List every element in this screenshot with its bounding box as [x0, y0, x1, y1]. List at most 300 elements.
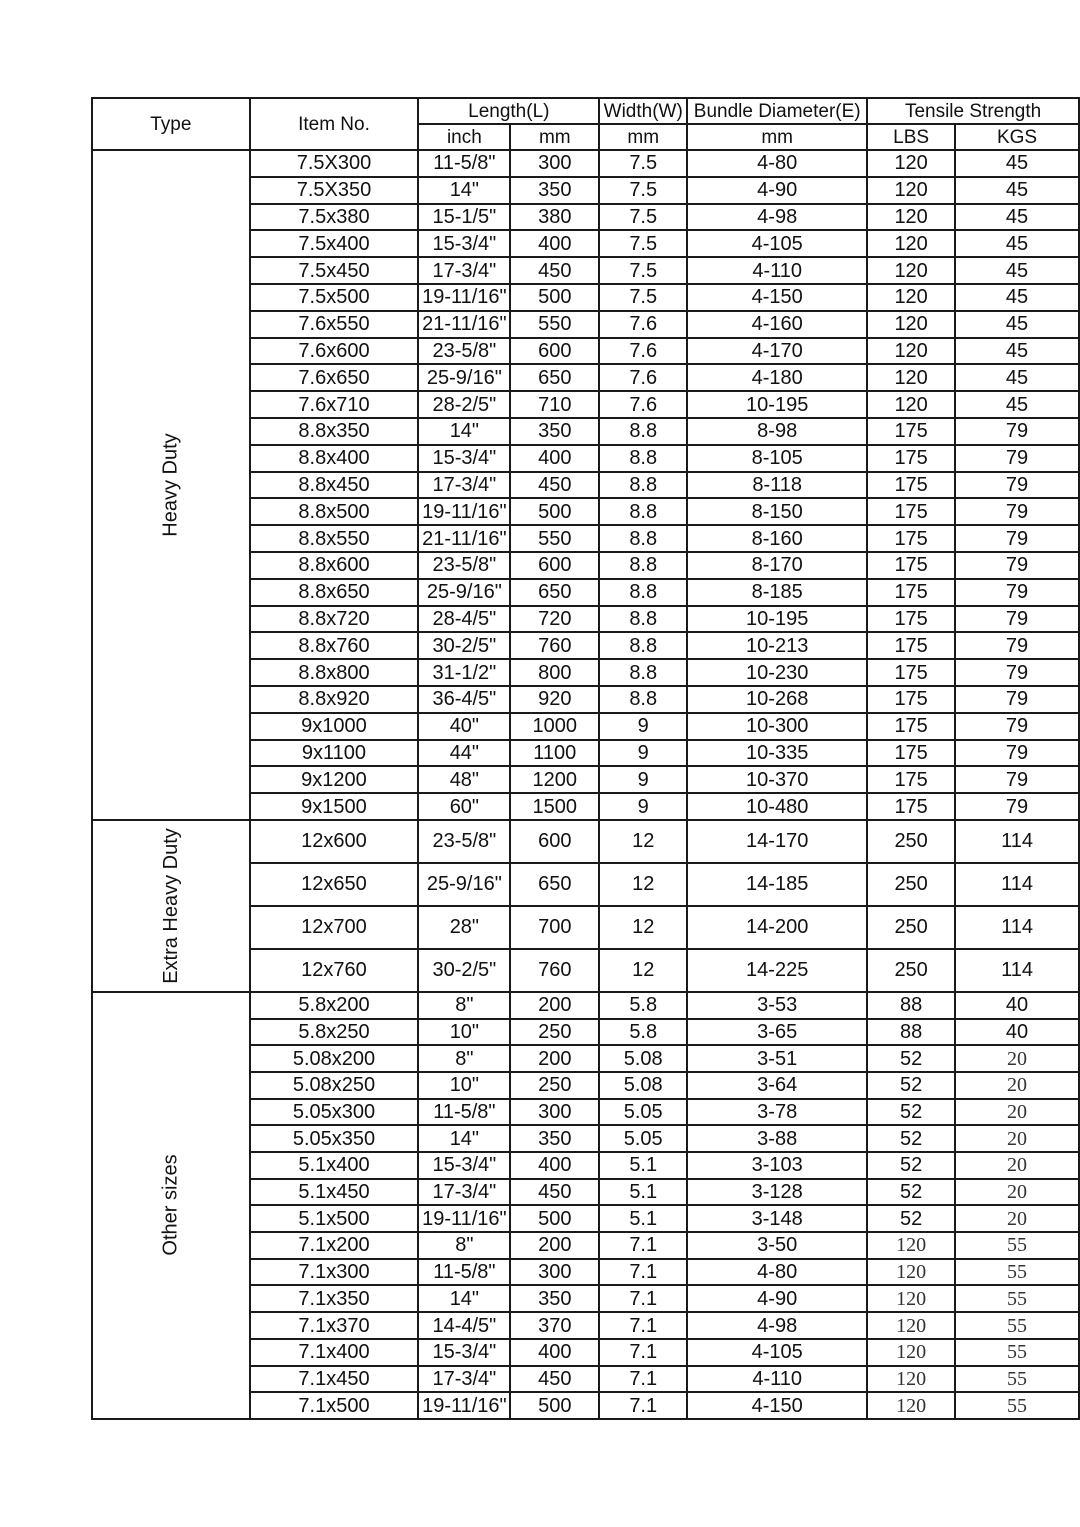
length-mm-cell: 450 [510, 1179, 599, 1206]
length-mm-cell: 380 [510, 204, 599, 231]
length-mm-cell: 650 [510, 579, 599, 606]
tensile-kgs-cell: 55 [955, 1339, 1079, 1366]
length-mm-cell: 500 [510, 1392, 599, 1419]
length-inch-cell: 11-5/8" [418, 150, 510, 177]
tensile-kgs-cell: 45 [955, 204, 1079, 231]
tensile-kgs-cell: 79 [955, 766, 1079, 793]
width-mm-cell: 7.5 [599, 257, 687, 284]
item-no-cell: 12x650 [250, 863, 419, 906]
bundle-diameter-cell: 4-90 [687, 1285, 867, 1312]
tensile-lbs-cell: 120 [867, 1366, 955, 1393]
length-inch-cell: 15-3/4" [418, 445, 510, 472]
tensile-kgs-cell: 55 [955, 1312, 1079, 1339]
width-mm-cell: 5.1 [599, 1179, 687, 1206]
width-mm-cell: 5.05 [599, 1099, 687, 1126]
length-inch-cell: 14" [418, 177, 510, 204]
width-mm-cell: 8.8 [599, 418, 687, 445]
item-no-cell: 5.08x250 [250, 1072, 419, 1099]
tensile-kgs-cell: 55 [955, 1232, 1079, 1259]
width-mm-cell: 5.1 [599, 1205, 687, 1232]
item-no-cell: 5.08x200 [250, 1045, 419, 1072]
bundle-diameter-cell: 4-80 [687, 1259, 867, 1286]
width-mm-cell: 5.1 [599, 1152, 687, 1179]
bundle-diameter-cell: 4-90 [687, 177, 867, 204]
width-mm-cell: 8.8 [599, 606, 687, 633]
tensile-kgs-cell: 79 [955, 472, 1079, 499]
item-no-cell: 7.6x650 [250, 364, 419, 391]
width-mm-cell: 7.1 [599, 1259, 687, 1286]
bundle-diameter-cell: 10-335 [687, 740, 867, 767]
bundle-diameter-cell: 8-185 [687, 579, 867, 606]
header-length-mm: mm [510, 124, 599, 150]
length-inch-cell: 25-9/16" [418, 579, 510, 606]
length-inch-cell: 19-11/16" [418, 498, 510, 525]
tensile-kgs-cell: 55 [955, 1392, 1079, 1419]
width-mm-cell: 8.8 [599, 472, 687, 499]
tensile-lbs-cell: 120 [867, 1339, 955, 1366]
bundle-diameter-cell: 14-225 [687, 949, 867, 992]
bundle-diameter-cell: 4-110 [687, 1366, 867, 1393]
item-no-cell: 9x1100 [250, 740, 419, 767]
type-label: Extra Heavy Duty [159, 828, 182, 984]
tensile-lbs-cell: 52 [867, 1099, 955, 1126]
length-inch-cell: 28-2/5" [418, 391, 510, 418]
tensile-kgs-cell: 79 [955, 606, 1079, 633]
bundle-diameter-cell: 8-150 [687, 498, 867, 525]
tensile-lbs-cell: 120 [867, 150, 955, 177]
length-inch-cell: 15-1/5" [418, 204, 510, 231]
item-no-cell: 7.1x450 [250, 1366, 419, 1393]
length-inch-cell: 15-3/4" [418, 230, 510, 257]
length-inch-cell: 11-5/8" [418, 1259, 510, 1286]
length-inch-cell: 19-11/16" [418, 1392, 510, 1419]
length-mm-cell: 250 [510, 1019, 599, 1046]
width-mm-cell: 5.05 [599, 1125, 687, 1152]
length-inch-cell: 8" [418, 1045, 510, 1072]
tensile-kgs-cell: 79 [955, 525, 1079, 552]
length-inch-cell: 21-11/16" [418, 311, 510, 338]
bundle-diameter-cell: 14-200 [687, 906, 867, 949]
width-mm-cell: 8.8 [599, 525, 687, 552]
length-inch-cell: 19-11/16" [418, 1205, 510, 1232]
table-body [92, 150, 1079, 1419]
width-mm-cell: 9 [599, 740, 687, 767]
item-no-cell: 7.1x500 [250, 1392, 419, 1419]
length-mm-cell: 200 [510, 1045, 599, 1072]
width-mm-cell: 8.8 [599, 498, 687, 525]
bundle-diameter-cell: 8-160 [687, 525, 867, 552]
spec-table-container [91, 97, 1080, 1420]
tensile-kgs-cell: 45 [955, 338, 1079, 365]
tensile-lbs-cell: 120 [867, 338, 955, 365]
width-mm-cell: 7.1 [599, 1392, 687, 1419]
length-inch-cell: 60" [418, 793, 510, 820]
item-no-cell: 7.5x500 [250, 284, 419, 311]
width-mm-cell: 7.5 [599, 177, 687, 204]
item-no-cell: 8.8x400 [250, 445, 419, 472]
group-extra-heavy-duty-label-cell [92, 820, 250, 992]
bundle-diameter-cell: 3-51 [687, 1045, 867, 1072]
bundle-diameter-cell: 4-110 [687, 257, 867, 284]
item-no-cell: 8.8x600 [250, 552, 419, 579]
item-no-cell: 5.1x450 [250, 1179, 419, 1206]
width-mm-cell: 7.5 [599, 204, 687, 231]
width-mm-cell: 12 [599, 863, 687, 906]
tensile-kgs-cell: 20 [955, 1099, 1079, 1126]
item-no-cell: 7.6x550 [250, 311, 419, 338]
cable-tie-spec-table [91, 97, 1080, 1420]
tensile-lbs-cell: 250 [867, 863, 955, 906]
tensile-lbs-cell: 52 [867, 1125, 955, 1152]
length-mm-cell: 1500 [510, 793, 599, 820]
bundle-diameter-cell: 3-53 [687, 992, 867, 1019]
bundle-diameter-cell: 4-80 [687, 150, 867, 177]
tensile-kgs-cell: 45 [955, 177, 1079, 204]
length-mm-cell: 350 [510, 177, 599, 204]
tensile-lbs-cell: 175 [867, 659, 955, 686]
tensile-lbs-cell: 175 [867, 632, 955, 659]
tensile-kgs-cell: 20 [955, 1072, 1079, 1099]
tensile-kgs-cell: 55 [955, 1259, 1079, 1286]
header-tensile-strength: Tensile Strength [867, 98, 1079, 124]
width-mm-cell: 8.8 [599, 659, 687, 686]
length-inch-cell: 17-3/4" [418, 472, 510, 499]
tensile-lbs-cell: 120 [867, 1259, 955, 1286]
tensile-kgs-cell: 20 [955, 1152, 1079, 1179]
tensile-lbs-cell: 250 [867, 949, 955, 992]
length-mm-cell: 500 [510, 1205, 599, 1232]
tensile-lbs-cell: 175 [867, 713, 955, 740]
length-mm-cell: 600 [510, 552, 599, 579]
item-no-cell: 8.8x920 [250, 686, 419, 713]
item-no-cell: 9x1000 [250, 713, 419, 740]
tensile-kgs-cell: 45 [955, 284, 1079, 311]
tensile-kgs-cell: 20 [955, 1205, 1079, 1232]
length-inch-cell: 8" [418, 1232, 510, 1259]
length-inch-cell: 31-1/2" [418, 659, 510, 686]
item-no-cell: 8.8x350 [250, 418, 419, 445]
item-no-cell: 7.5x380 [250, 204, 419, 231]
item-no-cell: 12x760 [250, 949, 419, 992]
length-mm-cell: 450 [510, 257, 599, 284]
length-inch-cell: 14-4/5" [418, 1312, 510, 1339]
length-mm-cell: 1000 [510, 713, 599, 740]
length-mm-cell: 350 [510, 1285, 599, 1312]
length-mm-cell: 600 [510, 820, 599, 863]
tensile-lbs-cell: 120 [867, 230, 955, 257]
length-inch-cell: 30-2/5" [418, 949, 510, 992]
header-bundle-diameter: Bundle Diameter(E) [687, 98, 867, 124]
bundle-diameter-cell: 10-213 [687, 632, 867, 659]
length-mm-cell: 200 [510, 992, 599, 1019]
tensile-lbs-cell: 120 [867, 284, 955, 311]
length-mm-cell: 350 [510, 1125, 599, 1152]
length-mm-cell: 300 [510, 1259, 599, 1286]
tensile-lbs-cell: 120 [867, 311, 955, 338]
bundle-diameter-cell: 4-98 [687, 204, 867, 231]
length-mm-cell: 450 [510, 472, 599, 499]
length-inch-cell: 23-5/8" [418, 552, 510, 579]
tensile-kgs-cell: 40 [955, 992, 1079, 1019]
length-mm-cell: 500 [510, 284, 599, 311]
length-mm-cell: 250 [510, 1072, 599, 1099]
item-no-cell: 7.5x450 [250, 257, 419, 284]
tensile-lbs-cell: 175 [867, 579, 955, 606]
tensile-lbs-cell: 175 [867, 525, 955, 552]
length-inch-cell: 48" [418, 766, 510, 793]
tensile-kgs-cell: 79 [955, 740, 1079, 767]
header-width: Width(W) [599, 98, 687, 124]
tensile-lbs-cell: 88 [867, 1019, 955, 1046]
bundle-diameter-cell: 4-180 [687, 364, 867, 391]
tensile-lbs-cell: 120 [867, 257, 955, 284]
length-inch-cell: 17-3/4" [418, 257, 510, 284]
bundle-diameter-cell: 10-268 [687, 686, 867, 713]
length-mm-cell: 370 [510, 1312, 599, 1339]
tensile-lbs-cell: 250 [867, 820, 955, 863]
table-row [92, 150, 1079, 177]
tensile-lbs-cell: 175 [867, 740, 955, 767]
tensile-lbs-cell: 175 [867, 472, 955, 499]
tensile-kgs-cell: 79 [955, 552, 1079, 579]
tensile-kgs-cell: 79 [955, 579, 1079, 606]
length-mm-cell: 500 [510, 498, 599, 525]
tensile-lbs-cell: 120 [867, 1285, 955, 1312]
tensile-lbs-cell: 175 [867, 686, 955, 713]
bundle-diameter-cell: 8-98 [687, 418, 867, 445]
type-label: Heavy Duty [159, 433, 182, 537]
tensile-kgs-cell: 55 [955, 1366, 1079, 1393]
bundle-diameter-cell: 10-480 [687, 793, 867, 820]
length-inch-cell: 14" [418, 418, 510, 445]
length-mm-cell: 1200 [510, 766, 599, 793]
tensile-lbs-cell: 175 [867, 418, 955, 445]
table-row [92, 820, 1079, 863]
bundle-diameter-cell: 4-105 [687, 230, 867, 257]
length-inch-cell: 28" [418, 906, 510, 949]
tensile-lbs-cell: 120 [867, 1232, 955, 1259]
tensile-kgs-cell: 45 [955, 311, 1079, 338]
length-inch-cell: 25-9/16" [418, 364, 510, 391]
tensile-kgs-cell: 45 [955, 364, 1079, 391]
length-mm-cell: 710 [510, 391, 599, 418]
item-no-cell: 8.8x500 [250, 498, 419, 525]
length-inch-cell: 17-3/4" [418, 1366, 510, 1393]
tensile-lbs-cell: 52 [867, 1045, 955, 1072]
tensile-lbs-cell: 175 [867, 445, 955, 472]
length-mm-cell: 550 [510, 525, 599, 552]
width-mm-cell: 8.8 [599, 552, 687, 579]
length-inch-cell: 10" [418, 1072, 510, 1099]
bundle-diameter-cell: 4-105 [687, 1339, 867, 1366]
item-no-cell: 5.8x250 [250, 1019, 419, 1046]
length-mm-cell: 1100 [510, 740, 599, 767]
tensile-lbs-cell: 52 [867, 1179, 955, 1206]
item-no-cell: 7.5X350 [250, 177, 419, 204]
bundle-diameter-cell: 3-148 [687, 1205, 867, 1232]
tensile-kgs-cell: 79 [955, 659, 1079, 686]
bundle-diameter-cell: 4-150 [687, 1392, 867, 1419]
item-no-cell: 7.6x710 [250, 391, 419, 418]
item-no-cell: 12x600 [250, 820, 419, 863]
length-mm-cell: 200 [510, 1232, 599, 1259]
length-mm-cell: 700 [510, 906, 599, 949]
length-mm-cell: 400 [510, 230, 599, 257]
header-type: Type [92, 98, 250, 150]
width-mm-cell: 7.1 [599, 1366, 687, 1393]
width-mm-cell: 8.8 [599, 579, 687, 606]
tensile-kgs-cell: 114 [955, 949, 1079, 992]
tensile-kgs-cell: 79 [955, 793, 1079, 820]
item-no-cell: 7.1x370 [250, 1312, 419, 1339]
bundle-diameter-cell: 4-160 [687, 311, 867, 338]
item-no-cell: 7.5x400 [250, 230, 419, 257]
tensile-kgs-cell: 40 [955, 1019, 1079, 1046]
width-mm-cell: 5.8 [599, 992, 687, 1019]
width-mm-cell: 7.1 [599, 1312, 687, 1339]
length-inch-cell: 28-4/5" [418, 606, 510, 633]
tensile-kgs-cell: 20 [955, 1179, 1079, 1206]
header-length-inch: inch [418, 124, 510, 150]
tensile-lbs-cell: 88 [867, 992, 955, 1019]
width-mm-cell: 12 [599, 906, 687, 949]
width-mm-cell: 12 [599, 949, 687, 992]
tensile-kgs-cell: 79 [955, 418, 1079, 445]
table-row [92, 992, 1079, 1019]
length-mm-cell: 300 [510, 1099, 599, 1126]
bundle-diameter-cell: 8-170 [687, 552, 867, 579]
tensile-lbs-cell: 120 [867, 364, 955, 391]
tensile-kgs-cell: 45 [955, 257, 1079, 284]
bundle-diameter-cell: 10-195 [687, 606, 867, 633]
length-mm-cell: 300 [510, 150, 599, 177]
item-no-cell: 7.5X300 [250, 150, 419, 177]
tensile-kgs-cell: 20 [955, 1125, 1079, 1152]
width-mm-cell: 9 [599, 713, 687, 740]
width-mm-cell: 5.8 [599, 1019, 687, 1046]
bundle-diameter-cell: 8-105 [687, 445, 867, 472]
length-inch-cell: 23-5/8" [418, 338, 510, 365]
tensile-kgs-cell: 45 [955, 391, 1079, 418]
header-kgs: KGS [955, 124, 1079, 150]
length-mm-cell: 760 [510, 949, 599, 992]
header-length: Length(L) [418, 98, 599, 124]
tensile-kgs-cell: 45 [955, 150, 1079, 177]
tensile-lbs-cell: 250 [867, 906, 955, 949]
tensile-kgs-cell: 79 [955, 445, 1079, 472]
item-no-cell: 8.8x650 [250, 579, 419, 606]
header-item-no: Item No. [250, 98, 419, 150]
width-mm-cell: 8.8 [599, 632, 687, 659]
width-mm-cell: 7.6 [599, 364, 687, 391]
length-mm-cell: 400 [510, 1339, 599, 1366]
length-inch-cell: 17-3/4" [418, 1179, 510, 1206]
length-mm-cell: 650 [510, 863, 599, 906]
length-mm-cell: 600 [510, 338, 599, 365]
width-mm-cell: 7.5 [599, 150, 687, 177]
tensile-lbs-cell: 175 [867, 793, 955, 820]
item-no-cell: 5.05x350 [250, 1125, 419, 1152]
length-inch-cell: 8" [418, 992, 510, 1019]
tensile-lbs-cell: 52 [867, 1072, 955, 1099]
item-no-cell: 5.1x400 [250, 1152, 419, 1179]
length-mm-cell: 720 [510, 606, 599, 633]
tensile-kgs-cell: 114 [955, 863, 1079, 906]
item-no-cell: 5.8x200 [250, 992, 419, 1019]
width-mm-cell: 7.5 [599, 284, 687, 311]
bundle-diameter-cell: 3-103 [687, 1152, 867, 1179]
length-inch-cell: 10" [418, 1019, 510, 1046]
tensile-lbs-cell: 120 [867, 391, 955, 418]
tensile-lbs-cell: 120 [867, 1392, 955, 1419]
type-label: Other sizes [159, 1154, 182, 1256]
tensile-lbs-cell: 175 [867, 606, 955, 633]
tensile-lbs-cell: 120 [867, 1312, 955, 1339]
tensile-lbs-cell: 120 [867, 204, 955, 231]
tensile-kgs-cell: 45 [955, 230, 1079, 257]
tensile-kgs-cell: 55 [955, 1285, 1079, 1312]
group-other-sizes-label-cell [92, 992, 250, 1419]
group-heavy-duty-label-cell [92, 150, 250, 820]
bundle-diameter-cell: 10-230 [687, 659, 867, 686]
bundle-diameter-cell: 3-65 [687, 1019, 867, 1046]
width-mm-cell: 5.08 [599, 1072, 687, 1099]
item-no-cell: 7.1x300 [250, 1259, 419, 1286]
length-inch-cell: 19-11/16" [418, 284, 510, 311]
width-mm-cell: 12 [599, 820, 687, 863]
length-inch-cell: 36-4/5" [418, 686, 510, 713]
length-inch-cell: 25-9/16" [418, 863, 510, 906]
item-no-cell: 8.8x720 [250, 606, 419, 633]
length-mm-cell: 550 [510, 311, 599, 338]
bundle-diameter-cell: 3-50 [687, 1232, 867, 1259]
item-no-cell: 9x1500 [250, 793, 419, 820]
bundle-diameter-cell: 14-170 [687, 820, 867, 863]
width-mm-cell: 7.5 [599, 230, 687, 257]
length-inch-cell: 15-3/4" [418, 1152, 510, 1179]
item-no-cell: 8.8x550 [250, 525, 419, 552]
width-mm-cell: 7.6 [599, 391, 687, 418]
tensile-kgs-cell: 114 [955, 906, 1079, 949]
length-mm-cell: 650 [510, 364, 599, 391]
header-bundle-mm: mm [687, 124, 867, 150]
length-mm-cell: 760 [510, 632, 599, 659]
item-no-cell: 7.1x200 [250, 1232, 419, 1259]
length-mm-cell: 920 [510, 686, 599, 713]
length-mm-cell: 400 [510, 445, 599, 472]
width-mm-cell: 7.6 [599, 311, 687, 338]
width-mm-cell: 8.8 [599, 686, 687, 713]
tensile-lbs-cell: 175 [867, 766, 955, 793]
length-inch-cell: 11-5/8" [418, 1099, 510, 1126]
length-inch-cell: 30-2/5" [418, 632, 510, 659]
width-mm-cell: 5.08 [599, 1045, 687, 1072]
header-width-mm: mm [599, 124, 687, 150]
tensile-lbs-cell: 52 [867, 1152, 955, 1179]
tensile-kgs-cell: 79 [955, 632, 1079, 659]
bundle-diameter-cell: 14-185 [687, 863, 867, 906]
item-no-cell: 5.1x500 [250, 1205, 419, 1232]
length-inch-cell: 15-3/4" [418, 1339, 510, 1366]
length-inch-cell: 44" [418, 740, 510, 767]
item-no-cell: 8.8x450 [250, 472, 419, 499]
length-inch-cell: 21-11/16" [418, 525, 510, 552]
tensile-kgs-cell: 79 [955, 713, 1079, 740]
width-mm-cell: 7.1 [599, 1339, 687, 1366]
item-no-cell: 7.1x350 [250, 1285, 419, 1312]
length-inch-cell: 23-5/8" [418, 820, 510, 863]
item-no-cell: 8.8x760 [250, 632, 419, 659]
